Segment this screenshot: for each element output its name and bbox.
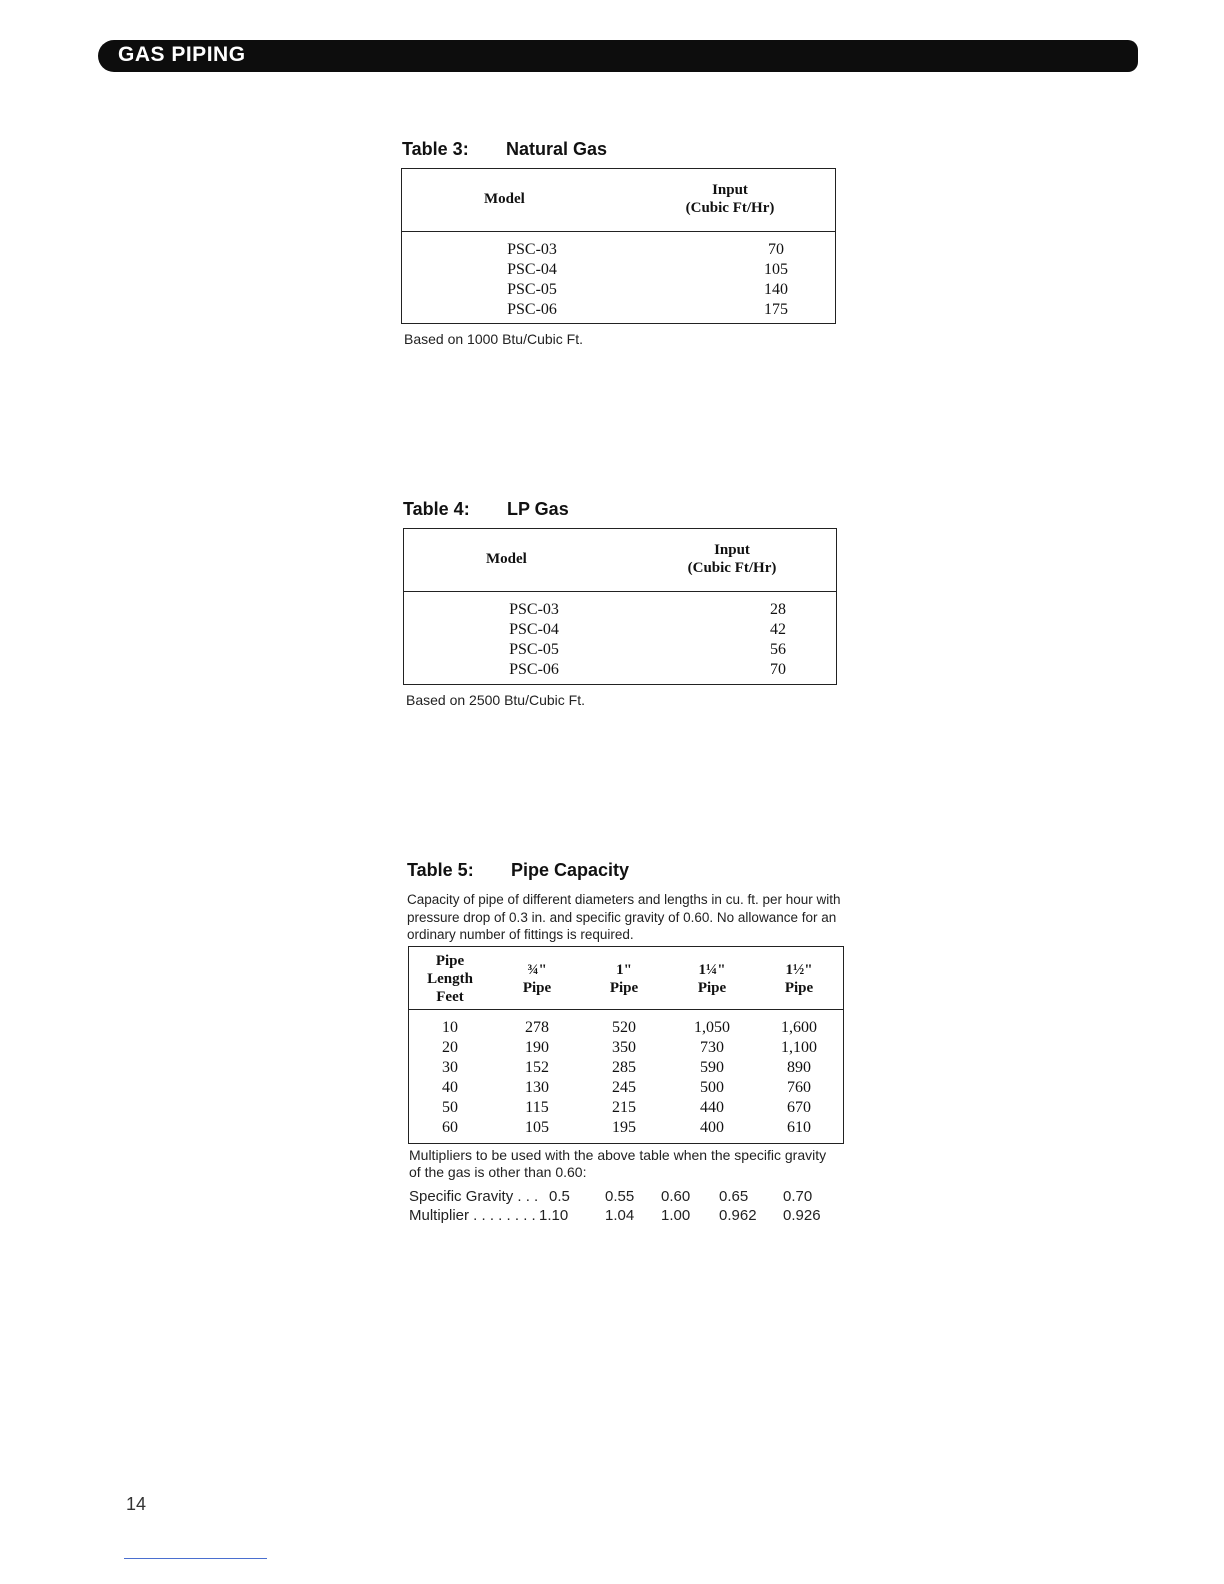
header-input bbox=[660, 181, 800, 217]
table-row bbox=[409, 1058, 843, 1078]
header-input-line1: Input bbox=[714, 542, 750, 558]
header-size-2 bbox=[672, 961, 752, 997]
header-size-0 bbox=[497, 961, 577, 997]
header-input-line2: (Cubic Ft/Hr) bbox=[687, 560, 777, 576]
table5-number: Table 5: bbox=[407, 860, 474, 880]
cell-input: 70 bbox=[770, 661, 786, 678]
header-input bbox=[662, 541, 802, 577]
header-input-line1: Input bbox=[712, 182, 748, 198]
cell-input: 42 bbox=[770, 621, 786, 638]
table-row bbox=[467, 640, 836, 660]
cell-value: 760 bbox=[787, 1079, 811, 1096]
gravity-label: Specific Gravity . . . bbox=[409, 1188, 539, 1205]
cell-length: 40 bbox=[442, 1079, 458, 1096]
cell-value: 350 bbox=[612, 1039, 636, 1056]
gravity-value: 0.65 bbox=[719, 1188, 749, 1205]
table-header bbox=[404, 529, 836, 592]
table5-description: Capacity of pipe of different diameters and lengths in cu. ft. per hour with pressure drop of 0.3 in. and specific gravity of 0.60. No allowance for an ordinary number of fittings is required. bbox=[407, 892, 841, 942]
header-pipe-label: Pipe bbox=[609, 980, 639, 996]
header-size-label: 1¼" bbox=[698, 962, 726, 978]
header-length-line1: Pipe bbox=[435, 953, 465, 969]
header-pipe-length bbox=[409, 952, 491, 1006]
table-row bbox=[467, 660, 836, 680]
header-pipe-label: Pipe bbox=[697, 980, 727, 996]
cell-model: PSC-05 bbox=[507, 281, 557, 298]
cell-length: 60 bbox=[442, 1119, 458, 1136]
table4-note: Based on 2500 Btu/Cubic Ft. bbox=[406, 692, 585, 708]
cell-value: 1,100 bbox=[781, 1039, 817, 1056]
header-pipe-label: Pipe bbox=[522, 980, 552, 996]
natural-gas-table bbox=[401, 168, 836, 324]
cell-input: 70 bbox=[768, 241, 784, 258]
gravity-value: 0.55 bbox=[605, 1188, 635, 1205]
cell-value: 215 bbox=[612, 1099, 636, 1116]
gravity-value: 0.70 bbox=[783, 1188, 813, 1205]
cell-model: PSC-06 bbox=[509, 661, 559, 678]
header-size-label: ¾" bbox=[527, 962, 547, 978]
cell-value: 152 bbox=[525, 1059, 549, 1076]
multiplier-value: 0.962 bbox=[719, 1207, 757, 1224]
cell-value: 130 bbox=[525, 1079, 549, 1096]
header-model: Model bbox=[484, 191, 525, 207]
cell-value: 890 bbox=[787, 1059, 811, 1076]
table3-note: Based on 1000 Btu/Cubic Ft. bbox=[404, 331, 583, 347]
cell-value: 195 bbox=[612, 1119, 636, 1136]
multiplier-note: Multipliers to be used with the above table when the specific gravity of the gas is other than 0.60: bbox=[409, 1147, 827, 1180]
cell-value: 440 bbox=[700, 1099, 724, 1116]
cell-length: 50 bbox=[442, 1099, 458, 1116]
cell-input: 56 bbox=[770, 641, 786, 658]
table-row bbox=[465, 280, 835, 300]
table-row bbox=[409, 1118, 843, 1138]
table5-caption bbox=[407, 860, 629, 881]
cell-model: PSC-03 bbox=[509, 601, 559, 618]
table-row bbox=[409, 1098, 843, 1118]
cell-model: PSC-06 bbox=[507, 301, 557, 318]
cell-value: 500 bbox=[700, 1079, 724, 1096]
cell-input: 140 bbox=[764, 281, 788, 298]
table-row bbox=[409, 1018, 843, 1038]
cell-value: 400 bbox=[700, 1119, 724, 1136]
table-row bbox=[465, 260, 835, 280]
cell-value: 190 bbox=[525, 1039, 549, 1056]
table3-caption bbox=[402, 139, 607, 160]
cell-value: 670 bbox=[787, 1099, 811, 1116]
multiplier-label: Multiplier . . . . . . . . bbox=[409, 1207, 536, 1224]
header-size-3 bbox=[759, 961, 839, 997]
header-model: Model bbox=[486, 551, 527, 567]
table-row bbox=[409, 1078, 843, 1098]
table-row bbox=[409, 1038, 843, 1058]
cell-input: 105 bbox=[764, 261, 788, 278]
cell-model: PSC-05 bbox=[509, 641, 559, 658]
cell-value: 278 bbox=[525, 1019, 549, 1036]
cell-value: 245 bbox=[612, 1079, 636, 1096]
page-number: 14 bbox=[126, 1494, 147, 1514]
cell-value: 520 bbox=[612, 1019, 636, 1036]
cell-length: 20 bbox=[442, 1039, 458, 1056]
cell-value: 610 bbox=[787, 1119, 811, 1136]
table4-number: Table 4: bbox=[403, 499, 470, 519]
cell-length: 10 bbox=[442, 1019, 458, 1036]
cell-value: 105 bbox=[525, 1119, 549, 1136]
section-title: GAS PIPING bbox=[118, 43, 246, 66]
gravity-value: 0.60 bbox=[661, 1188, 691, 1205]
cell-input: 175 bbox=[764, 301, 788, 318]
gravity-value: 0.5 bbox=[549, 1188, 570, 1205]
multiplier-value: 1.04 bbox=[605, 1207, 635, 1224]
table4-caption bbox=[403, 499, 569, 520]
cell-model: PSC-04 bbox=[507, 261, 557, 278]
section-banner bbox=[98, 40, 1138, 72]
cell-model: PSC-03 bbox=[507, 241, 557, 258]
pipe-capacity-table bbox=[408, 946, 844, 1144]
table-row bbox=[465, 240, 835, 260]
table-header bbox=[402, 169, 835, 232]
multiplier-value: 0.926 bbox=[783, 1207, 821, 1224]
lp-gas-table bbox=[403, 528, 837, 685]
header-length-line2: Length bbox=[427, 971, 473, 987]
table-header bbox=[409, 947, 843, 1010]
cell-value: 730 bbox=[700, 1039, 724, 1056]
table3-number: Table 3: bbox=[402, 139, 469, 159]
multiplier-value: 1.00 bbox=[661, 1207, 691, 1224]
cell-value: 1,050 bbox=[694, 1019, 730, 1036]
table-row bbox=[467, 600, 836, 620]
header-size-1 bbox=[584, 961, 664, 997]
cell-value: 285 bbox=[612, 1059, 636, 1076]
cell-value: 590 bbox=[700, 1059, 724, 1076]
header-input-line2: (Cubic Ft/Hr) bbox=[685, 200, 775, 216]
header-size-label: 1" bbox=[616, 962, 632, 978]
cell-value: 115 bbox=[525, 1099, 549, 1116]
header-size-label: 1½" bbox=[785, 962, 813, 978]
cell-length: 30 bbox=[442, 1059, 458, 1076]
table-row bbox=[465, 300, 835, 320]
multiplier-value: 1.10 bbox=[539, 1207, 569, 1224]
header-length-line3: Feet bbox=[436, 989, 464, 1005]
header-pipe-label: Pipe bbox=[784, 980, 814, 996]
footer-rule bbox=[124, 1558, 267, 1559]
table5-title: Pipe Capacity bbox=[511, 860, 630, 880]
cell-model: PSC-04 bbox=[509, 621, 559, 638]
cell-input: 28 bbox=[770, 601, 786, 618]
cell-value: 1,600 bbox=[781, 1019, 817, 1036]
table-row bbox=[467, 620, 836, 640]
table4-title: LP Gas bbox=[507, 499, 569, 519]
table3-title: Natural Gas bbox=[506, 139, 608, 159]
